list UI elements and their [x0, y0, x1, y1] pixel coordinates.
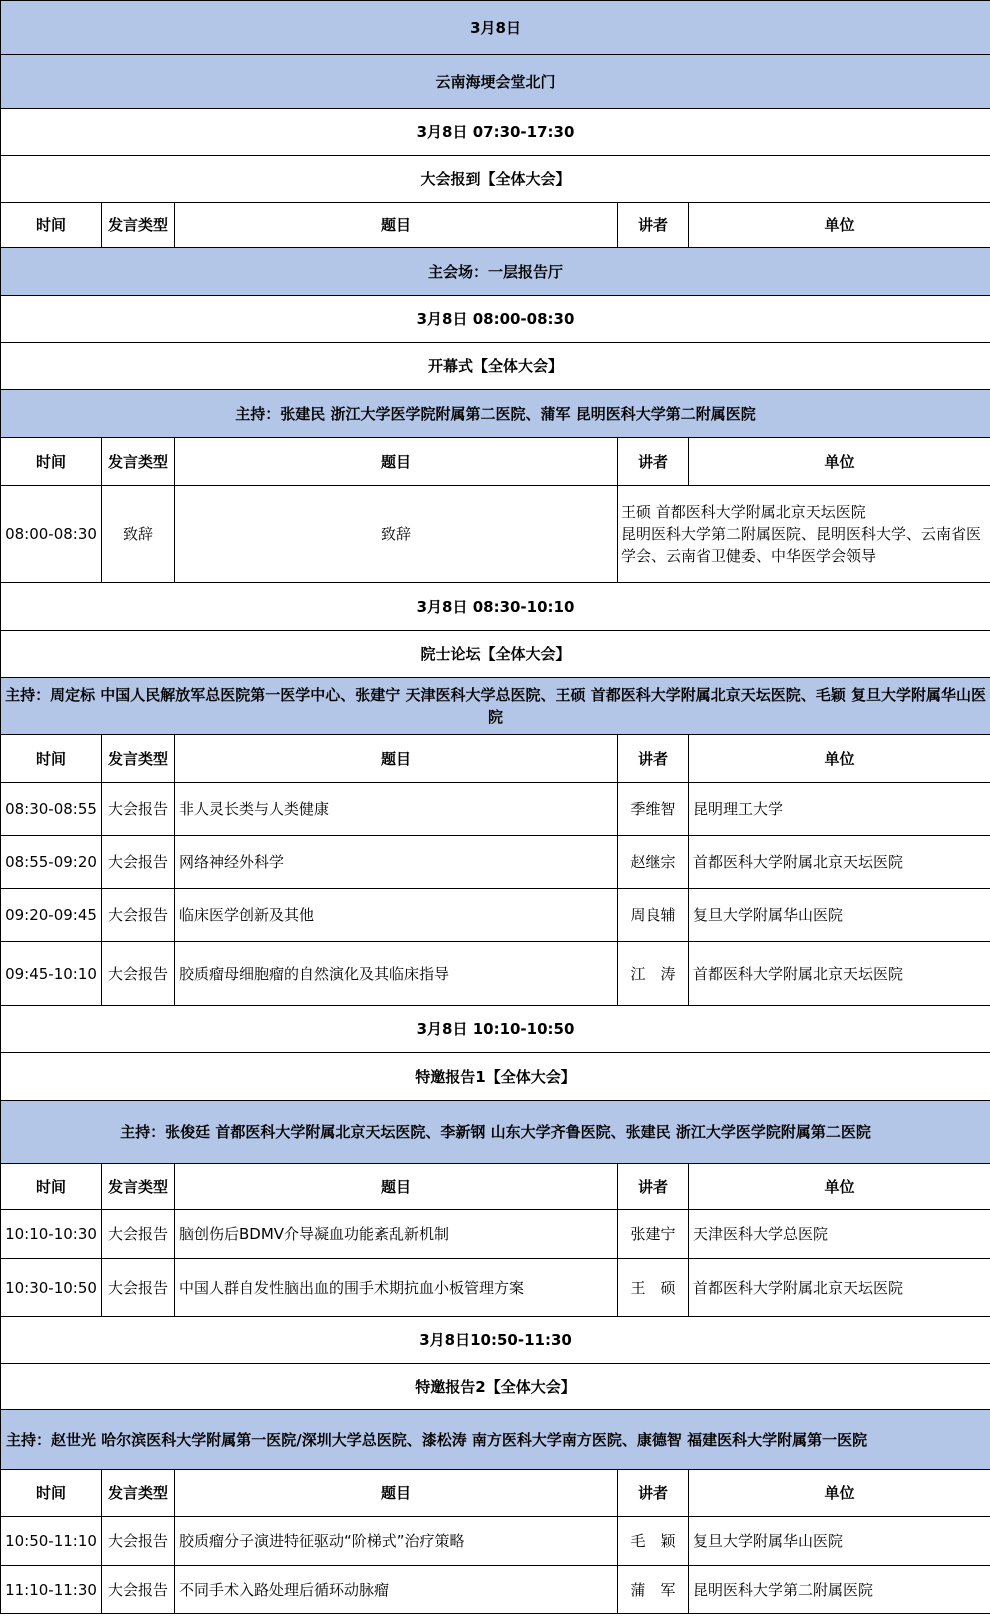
- row-type: 大会报告: [102, 1566, 175, 1614]
- session-time-row: [1, 296, 990, 343]
- table-row: [1, 889, 990, 942]
- col-topic: 题目: [175, 1470, 618, 1517]
- row-type: 大会报告: [102, 783, 175, 836]
- col-topic: 题目: [175, 438, 618, 486]
- col-speaker: 讲者: [618, 735, 689, 783]
- col-type: 发言类型: [102, 438, 175, 486]
- row-time: 09:45-10:10: [1, 942, 102, 1006]
- row-type: 大会报告: [102, 1259, 175, 1317]
- col-unit: 单位: [689, 1164, 990, 1210]
- session-title-row: [1, 343, 990, 390]
- date-heading: 3月8日: [1, 1, 990, 55]
- table-row: [1, 486, 990, 583]
- col-time: 时间: [1, 1470, 102, 1517]
- session-host: 主持：赵世光 哈尔滨医科大学附属第一医院/深圳大学总医院、漆松涛 南方医科大学南方医院、康德智 福建医科大学附属第一医院: [1, 1410, 990, 1470]
- session-title: 开幕式【全体大会】: [1, 343, 990, 390]
- row-type: 致辞: [102, 486, 175, 583]
- col-topic: 题目: [175, 735, 618, 783]
- row-topic: 致辞: [175, 486, 618, 583]
- row-topic: 脑创伤后BDMV介导凝血功能紊乱新机制: [175, 1210, 618, 1259]
- col-time: 时间: [1, 735, 102, 783]
- row-speaker: 蒲 军: [618, 1566, 689, 1614]
- registration-time: 3月8日 07:30-17:30: [1, 109, 990, 156]
- session-title-row: [1, 1053, 990, 1101]
- registration-time-row: [1, 109, 990, 156]
- row-type: 大会报告: [102, 836, 175, 889]
- col-type: 发言类型: [102, 1164, 175, 1210]
- table-row: [1, 1517, 990, 1566]
- venue-registration: 云南海埂会堂北门: [1, 55, 990, 109]
- table-row: [1, 1566, 990, 1614]
- row-time: 10:10-10:30: [1, 1210, 102, 1259]
- row-topic: 胶质瘤母细胞瘤的自然演化及其临床指导: [175, 942, 618, 1006]
- column-header-row: [1, 1470, 990, 1517]
- row-time: 09:20-09:45: [1, 889, 102, 942]
- row-time: 10:50-11:10: [1, 1517, 102, 1566]
- row-topic: 临床医学创新及其他: [175, 889, 618, 942]
- session-time: 3月8日10:50-11:30: [1, 1317, 990, 1364]
- main-hall-row: [1, 248, 990, 296]
- row-time: 08:55-09:20: [1, 836, 102, 889]
- row-speaker: 赵继宗: [618, 836, 689, 889]
- row-unit: 首都医科大学附属北京天坛医院: [689, 1259, 990, 1317]
- col-time: 时间: [1, 438, 102, 486]
- col-topic: 题目: [175, 203, 618, 248]
- session-host: 主持：张俊廷 首都医科大学附属北京天坛医院、李新钢 山东大学齐鲁医院、张建民 浙江大学医学院附属第二医院: [1, 1101, 990, 1164]
- session-time-row: [1, 1317, 990, 1364]
- col-speaker: 讲者: [618, 438, 689, 486]
- session-host: 主持：张建民 浙江大学医学院附属第二医院、蒲军 昆明医科大学第二附属医院: [1, 390, 990, 438]
- row-speaker: 毛 颖: [618, 1517, 689, 1566]
- row-unit: 首都医科大学附属北京天坛医院: [689, 836, 990, 889]
- session-host-row: [1, 390, 990, 438]
- row-unit: 复旦大学附属华山医院: [689, 1517, 990, 1566]
- row-topic: 中国人群自发性脑出血的围手术期抗血小板管理方案: [175, 1259, 618, 1317]
- date-heading-row: [1, 1, 990, 55]
- session-title: 特邀报告1【全体大会】: [1, 1053, 990, 1101]
- row-type: 大会报告: [102, 1517, 175, 1566]
- session-title-row: [1, 1364, 990, 1410]
- row-topic: 不同手术入路处理后循环动脉瘤: [175, 1566, 618, 1614]
- row-type: 大会报告: [102, 942, 175, 1006]
- row-speaker: 周良辅: [618, 889, 689, 942]
- main-hall: 主会场：一层报告厅: [1, 248, 990, 296]
- row-unit: 昆明医科大学第二附属医院: [689, 1566, 990, 1614]
- col-unit: 单位: [689, 735, 990, 783]
- session-host: 主持：周定标 中国人民解放军总医院第一医学中心、张建宁 天津医科大学总医院、王硕 首都医科大学附属北京天坛医院、毛颖 复旦大学附属华山医院: [1, 678, 990, 735]
- column-header-row: [1, 735, 990, 783]
- col-type: 发言类型: [102, 735, 175, 783]
- table-row: [1, 783, 990, 836]
- row-time: 08:30-08:55: [1, 783, 102, 836]
- row-speaker: 江 涛: [618, 942, 689, 1006]
- col-time: 时间: [1, 1164, 102, 1210]
- row-type: 大会报告: [102, 1210, 175, 1259]
- col-speaker: 讲者: [618, 1164, 689, 1210]
- venue-row: [1, 55, 990, 109]
- row-unit: 天津医科大学总医院: [689, 1210, 990, 1259]
- col-speaker: 讲者: [618, 203, 689, 248]
- table-row: [1, 1259, 990, 1317]
- col-type: 发言类型: [102, 1470, 175, 1517]
- session-time: 3月8日 08:00-08:30: [1, 296, 990, 343]
- table-row: [1, 942, 990, 1006]
- row-topic: 网络神经外科学: [175, 836, 618, 889]
- row-speaker-unit: 王硕 首都医科大学附属北京天坛医院 昆明医科大学第二附属医院、昆明医科大学、云南省医学会、云南省卫健委、中华医学会领导: [618, 486, 990, 583]
- row-unit: 复旦大学附属华山医院: [689, 889, 990, 942]
- table-row: [1, 1210, 990, 1259]
- table-row: [1, 836, 990, 889]
- col-time: 时间: [1, 203, 102, 248]
- session-title-row: [1, 631, 990, 678]
- col-unit: 单位: [689, 1470, 990, 1517]
- row-speaker: 王 硕: [618, 1259, 689, 1317]
- registration-title-row: [1, 156, 990, 203]
- column-header-row: [1, 203, 990, 248]
- column-header-row: [1, 1164, 990, 1210]
- session-title: 院士论坛【全体大会】: [1, 631, 990, 678]
- registration-title: 大会报到【全体大会】: [1, 156, 990, 203]
- session-host-row: [1, 1410, 990, 1470]
- row-topic: 胶质瘤分子演进特征驱动“阶梯式”治疗策略: [175, 1517, 618, 1566]
- row-unit: 首都医科大学附属北京天坛医院: [689, 942, 990, 1006]
- row-topic: 非人灵长类与人类健康: [175, 783, 618, 836]
- row-time: 10:30-10:50: [1, 1259, 102, 1317]
- row-speaker: 张建宁: [618, 1210, 689, 1259]
- session-time: 3月8日 08:30-10:10: [1, 583, 990, 631]
- row-type: 大会报告: [102, 889, 175, 942]
- session-time-row: [1, 583, 990, 631]
- row-time: 11:10-11:30: [1, 1566, 102, 1614]
- col-unit: 单位: [689, 203, 990, 248]
- row-time: 08:00-08:30: [1, 486, 102, 583]
- column-header-row: [1, 438, 990, 486]
- col-topic: 题目: [175, 1164, 618, 1210]
- col-unit: 单位: [689, 438, 990, 486]
- session-host-row: [1, 1101, 990, 1164]
- session-time: 3月8日 10:10-10:50: [1, 1006, 990, 1053]
- session-host-row: [1, 678, 990, 735]
- row-unit: 昆明理工大学: [689, 783, 990, 836]
- col-type: 发言类型: [102, 203, 175, 248]
- row-speaker: 季维智: [618, 783, 689, 836]
- session-time-row: [1, 1006, 990, 1053]
- col-speaker: 讲者: [618, 1470, 689, 1517]
- session-title: 特邀报告2【全体大会】: [1, 1364, 990, 1410]
